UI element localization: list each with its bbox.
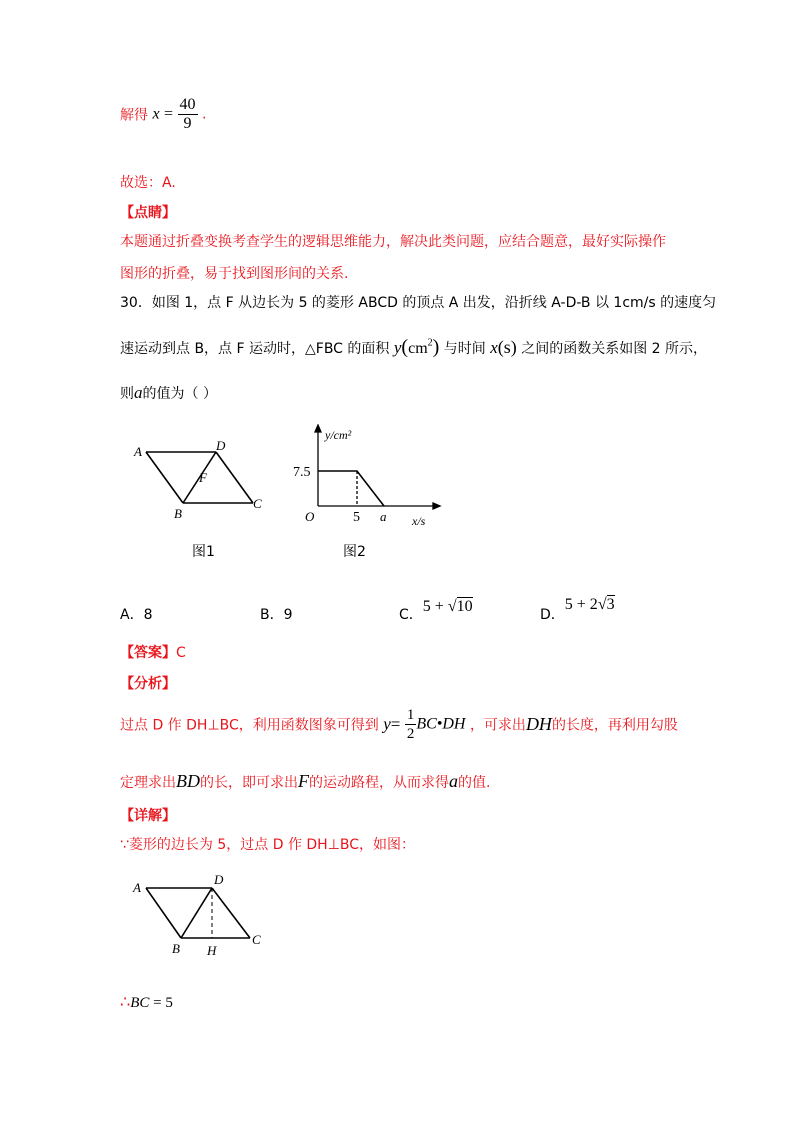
answer-heading: 【答案】 xyxy=(120,645,176,661)
solve-fraction xyxy=(178,96,198,133)
question-y-unit xyxy=(401,336,439,358)
analysis-DH-symbol: DH xyxy=(525,714,552,734)
x-axis-arrow xyxy=(433,503,440,509)
fig3-label-H: H xyxy=(207,943,217,958)
formula-denominator: 2 xyxy=(406,726,415,742)
conclusion-eq: = xyxy=(149,995,166,1011)
fig3-label-D: D xyxy=(214,872,224,887)
fig1-label-B: B xyxy=(174,506,182,521)
option-d-value-pre: 5 + 2 xyxy=(564,596,598,613)
figure-1-caption: 图1 xyxy=(192,544,215,560)
analysis-line-1-c: 的长度，再利用勾股 xyxy=(551,717,678,734)
option-c-radicand: 10 xyxy=(456,598,473,615)
option-c-sqrt: √10 xyxy=(447,598,473,615)
option-a-value: 8 xyxy=(143,607,153,623)
fig2-ylabel: y/cm² xyxy=(325,428,352,442)
fig1-label-C: C xyxy=(253,496,262,511)
question-line-3 xyxy=(120,383,217,403)
detail-heading: 【详解】 xyxy=(120,808,176,824)
question-y-symbol: y xyxy=(393,338,402,357)
analysis-line-2 xyxy=(120,771,490,792)
analysis-line-1-b: ，可求出 xyxy=(469,717,526,734)
option-a-label: A． xyxy=(120,607,144,623)
solve-prefix: 解得 xyxy=(120,107,148,124)
fig2-xlabel: x/s xyxy=(412,514,426,528)
formula-numerator: 1 xyxy=(406,707,415,723)
option-c-label: C． xyxy=(399,607,423,623)
analysis-a-symbol: a xyxy=(449,771,458,791)
question-line-2-a: 速运动到点 B，点 F 运动时，△FBC 的面积 xyxy=(120,341,390,357)
question-line-1: 30．如图 1，点 F 从边长为 5 的菱形 ABCD 的顶点 A 出发，沿折线 A-D-B 以 1cm/s 的速度匀 xyxy=(120,295,717,311)
formula-eq: = xyxy=(390,714,401,734)
analysis-BD-symbol: BD xyxy=(176,771,200,791)
fig1-label-A: A xyxy=(134,444,142,459)
option-b xyxy=(260,604,293,624)
analysis-line-2-c: 的运动路程，从而求得 xyxy=(309,775,449,791)
comment-heading: 【点睛】 xyxy=(120,205,176,221)
solve-end: . xyxy=(201,106,207,123)
question-line-3-a: 则 xyxy=(120,386,134,402)
analysis-line-1 xyxy=(120,706,678,743)
analysis-line-2-b: 的长，即可求出 xyxy=(200,775,298,791)
option-a xyxy=(120,604,153,624)
option-c-value-pre: 5 + xyxy=(422,598,448,615)
fig1-label-D: D xyxy=(216,438,226,453)
comment-line-1: 本题通过折叠变换考查学生的逻辑思维能力，解决此类问题，应结合题意，最好实际操作 xyxy=(120,234,666,250)
therefore-symbol: ∴ xyxy=(120,992,131,1011)
option-d-radicand: 3 xyxy=(606,596,615,613)
solve-numerator: 40 xyxy=(179,96,196,113)
detail-line-1: ∵菱形的边长为 5，过点 D 作 DH⊥BC，如图： xyxy=(120,837,416,853)
figure-2-caption: 图2 xyxy=(343,544,366,560)
solve-eq: = xyxy=(164,105,174,123)
solve-denominator: 9 xyxy=(183,115,192,132)
figure-1-rhombus xyxy=(128,428,268,523)
solve-line xyxy=(120,96,206,133)
formula-fraction xyxy=(405,706,417,743)
option-b-label: B． xyxy=(260,607,284,623)
question-line-2 xyxy=(120,336,707,359)
conclusion-rhs: 5 xyxy=(165,995,173,1011)
unit-cm: cm xyxy=(408,340,428,357)
option-c xyxy=(399,596,473,623)
fig2-ytick: 7.5 xyxy=(293,465,311,480)
paren-open: ( xyxy=(401,336,409,358)
answer-line xyxy=(120,642,186,662)
y-axis-arrow xyxy=(315,425,321,432)
analysis-F-symbol: F xyxy=(298,771,309,791)
fig1-label-F: F xyxy=(199,470,207,485)
comment-line-2: 图形的折叠，易于找到图形间的关系. xyxy=(120,266,349,282)
question-line-3-b: 的值为（ ） xyxy=(142,386,217,402)
solve-var: x xyxy=(152,105,160,123)
figure-2-graph xyxy=(288,424,448,534)
fig2-xtick-5: 5 xyxy=(353,510,360,525)
option-d xyxy=(540,594,615,623)
paren-close: ) xyxy=(432,336,440,358)
analysis-line-1-a: 过点 D 作 DH⊥BC，利用函数图象可得到 xyxy=(120,717,379,734)
question-line-2-c: 之间的函数关系如图 2 所示， xyxy=(521,341,708,357)
option-d-sqrt: √3 xyxy=(597,596,615,613)
analysis-line-2-d: 的值. xyxy=(458,775,491,791)
question-line-2-b: 与时间 xyxy=(443,341,486,357)
formula-rhs: BC•DH xyxy=(416,715,466,733)
figure-3-rhombus-height xyxy=(128,868,273,960)
option-b-value: 9 xyxy=(283,607,293,623)
conclusion-line xyxy=(120,992,173,1012)
fig3-label-B: B xyxy=(172,941,180,956)
graph-line xyxy=(318,471,384,506)
fig3-label-C: C xyxy=(252,932,261,947)
analysis-heading: 【分析】 xyxy=(120,676,176,692)
unit-exponent: 2 xyxy=(427,337,433,349)
question-x-unit: (s) xyxy=(497,337,517,357)
fig3-label-A: A xyxy=(133,880,141,895)
choice-line: 故选：A. xyxy=(120,175,176,191)
question-a-symbol: a xyxy=(134,383,143,402)
fig2-xtick-a: a xyxy=(380,509,387,524)
question-x-symbol: x xyxy=(490,338,498,357)
answer-value: C xyxy=(176,645,186,661)
fig2-origin: O xyxy=(305,509,315,524)
analysis-line-2-a: 定理求出 xyxy=(120,775,176,791)
formula-lhs: y xyxy=(383,714,391,734)
option-d-label: D． xyxy=(540,607,565,623)
conclusion-lhs: BC xyxy=(130,995,150,1011)
